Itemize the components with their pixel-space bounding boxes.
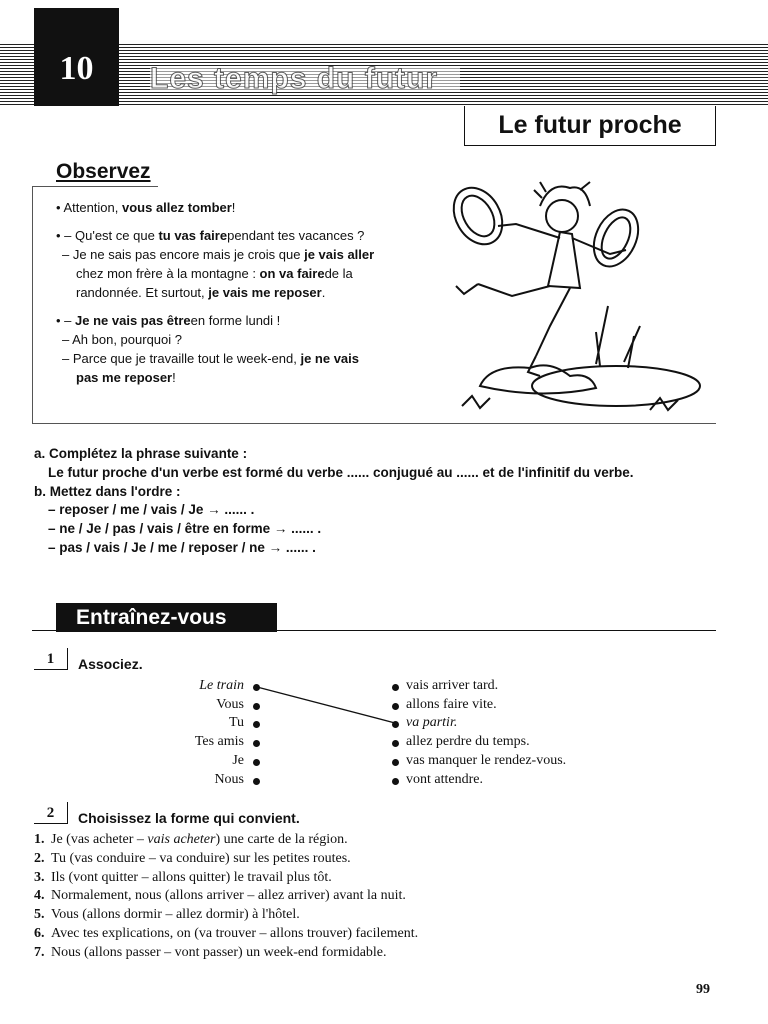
exercise-2-item-number: 4.	[34, 888, 45, 904]
exercise-2-item-text: Nous (allons passer – vont passer) un week-end formidable.	[51, 944, 387, 960]
exercise-2-item-text: Vous (allons dormir – allez dormir) à l'hôtel.	[51, 907, 300, 923]
association-left-dot[interactable]	[253, 759, 260, 766]
observe-line	[76, 283, 325, 302]
association-left-item: Vous	[216, 696, 244, 712]
observe-line-segment: chez mon frère à la montagne :	[76, 266, 260, 281]
observe-line	[62, 349, 359, 368]
association-left-item: Tu	[228, 715, 244, 731]
observe-line-segment: – Parce que je travaille tout le week-end,	[62, 351, 301, 366]
association-left-dot[interactable]	[253, 740, 260, 747]
observe-line-segment: !	[172, 370, 176, 385]
association-right-dot[interactable]	[392, 759, 399, 766]
association-right-item: vont attendre.	[406, 771, 483, 787]
exercise-2-item-text: ) une carte de la région.	[215, 832, 348, 847]
association-right-item: allons faire vite.	[406, 696, 497, 712]
observe-line	[62, 245, 374, 264]
exercise-2-item-number: 7.	[34, 944, 45, 960]
exercise-2-item-number: 6.	[34, 926, 45, 941]
association-right-item: allez perdre du temps.	[406, 734, 530, 750]
observe-line-segment: Je ne vais pas être	[75, 313, 191, 328]
observe-line-segment: vous allez tomber	[121, 200, 232, 215]
exercise-1-number-box	[34, 648, 68, 670]
observe-line-segment: – Ah bon, pourquoi ?	[62, 332, 182, 347]
observe-line-segment: – Je ne sais pas encore mais je crois que	[62, 247, 305, 262]
exercise-2-item-text: Normalement, nous (allons arriver – allez arriver) avant la nuit.	[51, 888, 406, 904]
observe-line-segment: je vais me reposer	[208, 285, 322, 300]
observe-title: Observez	[56, 160, 151, 183]
practice-rule	[32, 630, 716, 631]
chapter-title: Les temps du futur	[150, 62, 439, 95]
girl-illustration-icon	[420, 176, 710, 422]
observe-line	[56, 226, 364, 245]
question-b-label: b. Mettez dans l'ordre :	[34, 484, 181, 499]
association-left-dot[interactable]	[253, 778, 260, 785]
observe-line	[56, 311, 280, 330]
observe-line-segment: pendant tes vacances ?	[227, 228, 365, 243]
observe-line	[76, 368, 176, 387]
observe-line-segment: .	[321, 285, 326, 300]
exercise-2-item-number: 1.	[34, 832, 45, 847]
association-left-item: Tes amis	[194, 734, 244, 750]
observe-line-segment: • – Qu'est ce que	[56, 228, 159, 243]
exercise-2-item	[34, 945, 387, 961]
observe-line-segment: pas me reposer	[76, 370, 173, 385]
chapter-number: 10	[34, 8, 119, 106]
question-b-item: – ne / Je / pas / vais / être en forme → ...... .	[48, 521, 322, 536]
exercise-2-item	[34, 851, 351, 867]
observe-line-segment: je vais aller	[304, 247, 375, 262]
exercise-2-item	[34, 870, 332, 886]
association-right-dot[interactable]	[392, 778, 399, 785]
association-left-item: Nous	[214, 771, 244, 787]
question-a-sentence: Le futur proche d'un verbe est formé du verbe ...... conjugué au ...... et de l'infinitif du verbe.	[48, 465, 634, 480]
section-subtitle: Le futur proche	[464, 106, 716, 146]
exercise-2-item	[34, 832, 348, 848]
exercise-2-item-text: Tu (vas conduire – va conduire) sur les petites routes.	[51, 850, 351, 866]
observe-line-segment: je ne vais	[300, 351, 360, 366]
observe-line	[76, 264, 353, 283]
question-b-item: – reposer / me / vais / Je → ...... .	[48, 502, 255, 517]
exercise-2-item	[34, 888, 406, 904]
exercise-2-item-number: 5.	[34, 907, 45, 923]
association-right-item: va partir.	[406, 715, 458, 731]
exercise-1-instruction: Associez.	[78, 656, 143, 672]
observe-line-segment: randonnée. Et surtout,	[76, 285, 209, 300]
observe-line-segment: • –	[56, 313, 76, 328]
observe-line-segment: de la	[324, 266, 353, 281]
exercise-1-number: 1	[46, 651, 55, 667]
exercise-2-item	[34, 907, 300, 923]
observe-line-segment: !	[231, 200, 236, 215]
exercise-2-number: 2	[46, 805, 55, 821]
association-left-item: Je	[232, 752, 244, 768]
association-right-dot[interactable]	[392, 740, 399, 747]
observe-line-segment: en forme lundi !	[190, 313, 281, 328]
exercise-2-number-box	[34, 802, 68, 824]
observe-frame-top	[32, 186, 158, 187]
association-left-item: Le train	[199, 678, 244, 693]
practice-title: Entraînez-vous	[56, 603, 277, 632]
observe-line-segment: tu vas faire	[158, 228, 228, 243]
exercise-2-item-text: Je (vas acheter –	[51, 832, 148, 847]
page-number: 99	[696, 982, 710, 997]
observe-line	[56, 198, 235, 217]
exercise-2-item-text: Avec tes explications, on (va trouver – allons trouver) facilement.	[51, 926, 419, 941]
exercise-2-item-text: Ils (vont quitter – allons quitter) le travail plus tôt.	[51, 869, 332, 885]
observe-line-segment: • Attention,	[56, 200, 122, 215]
association-right-item: vas manquer le rendez-vous.	[406, 752, 567, 768]
exercise-2-item-text: vais acheter	[147, 832, 216, 847]
exercise-2-instruction: Choisissez la forme qui convient.	[78, 810, 300, 826]
association-right-item: vais arriver tard.	[406, 678, 499, 693]
question-a-label: a. Complétez la phrase suivante :	[34, 446, 248, 461]
observe-line-segment: on va faire	[259, 266, 325, 281]
exercise-2-item	[34, 926, 418, 942]
association-example-line	[250, 680, 400, 730]
observe-line	[62, 330, 182, 349]
exercise-2-item-number: 3.	[34, 869, 45, 885]
exercise-2-item-number: 2.	[34, 850, 45, 866]
question-b-item: – pas / vais / Je / me / reposer / ne → ...... .	[48, 540, 316, 555]
